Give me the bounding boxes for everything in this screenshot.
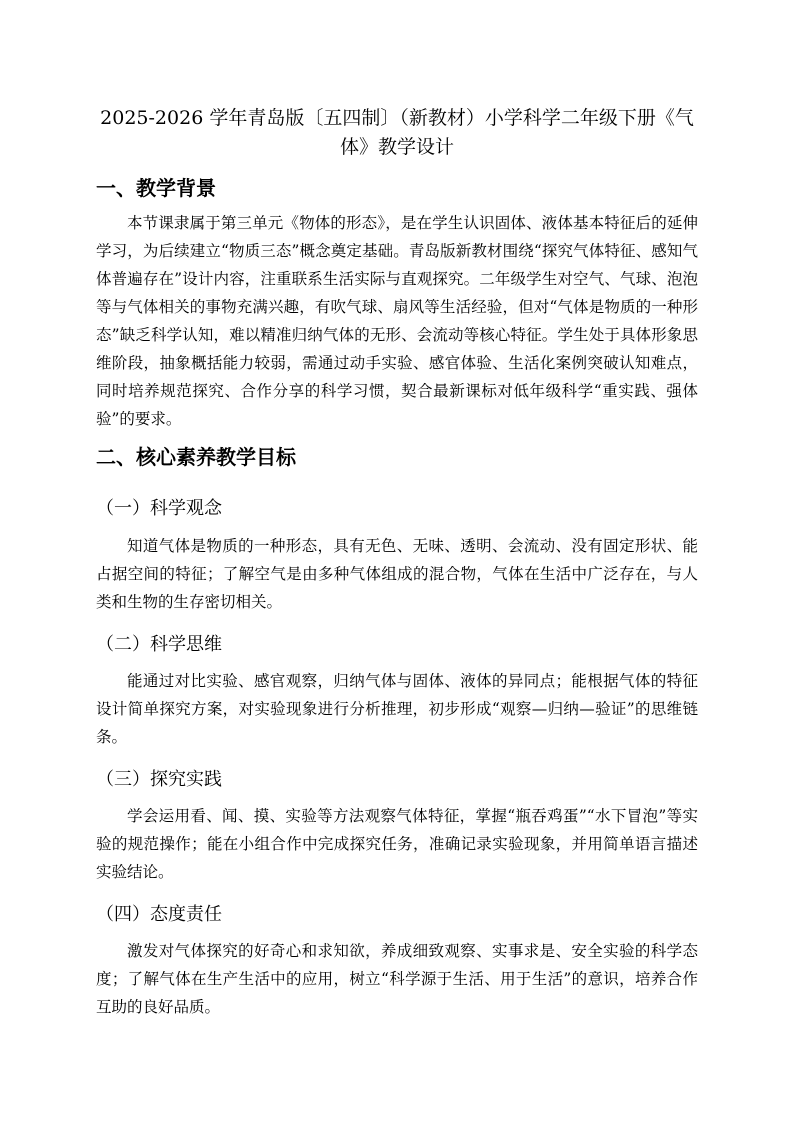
- inquiry-practice-paragraph: 学会运用看、闻、摸、实验等方法观察气体特征，掌握“瓶吞鸡蛋”“水下冒泡”等实验的规范操作；能在小组合作中完成探究任务，准确记录实验现象，并用简单语言描述实验结论。: [96, 807, 698, 881]
- section-heading-objectives: 二、核心素养教学目标: [96, 445, 296, 469]
- science-concept-paragraph: 知道气体是物质的一种形态，具有无色、无味、透明、会流动、没有固定形状、能占据空间的特征；了解空气是由多种气体组成的混合物，气体在生活中广泛存在，与人类和生物的生存密切相关。: [96, 537, 698, 611]
- subsection-heading-attitude-responsibility: （四）态度责任: [96, 904, 222, 925]
- subsection-heading-science-concept: （一）科学观念: [96, 498, 222, 519]
- background-paragraph: 本节课隶属于第三单元《物体的形态》，是在学生认识固体、液体基本特征后的延伸学习，为后续建立“物质三态”概念奠定基础。青岛版新教材围绕“探究气体特征、感知气体普遍存在”设计内容，注重联系生活实际与直观探究。二年级学生对空气、气球、泡泡等与气体相关的事物充满兴趣，有吹气球、扇风等生活经验，但对“气体是物质的一种形态”缺乏科学认知，难以精准归纳气体的无形、会流动等核心特征。学生处于具体形象思维阶段，抽象概括能力较弱，需通过动手实验、感官体验、生活化案例突破认知难点，同时培养规范探究、合作分享的科学习惯，契合最新课标对低年级科学“重实践、强体验”的要求。: [96, 214, 698, 428]
- document-title: 2025-2026 学年青岛版〔五四制〕（新教材）小学科学二年级下册《气体》教学设计: [100, 107, 694, 158]
- subsection-heading-science-thinking: （二）科学思维: [96, 634, 222, 655]
- science-thinking-paragraph: 能通过对比实验、感官观察，归纳气体与固体、液体的异同点；能根据气体的特征设计简单探究方案，对实验现象进行分析推理，初步形成“观察—归纳—验证”的思维链条。: [96, 672, 698, 746]
- section-heading-background: 一、教学背景: [96, 176, 216, 200]
- attitude-responsibility-paragraph: 激发对气体探究的好奇心和求知欲，养成细致观察、实事求是、安全实验的科学态度；了解气体在生产生活中的应用，树立“科学源于生活、用于生活”的意识，培养合作互助的良好品质。: [96, 942, 698, 1016]
- subsection-heading-inquiry-practice: （三）探究实践: [96, 769, 222, 790]
